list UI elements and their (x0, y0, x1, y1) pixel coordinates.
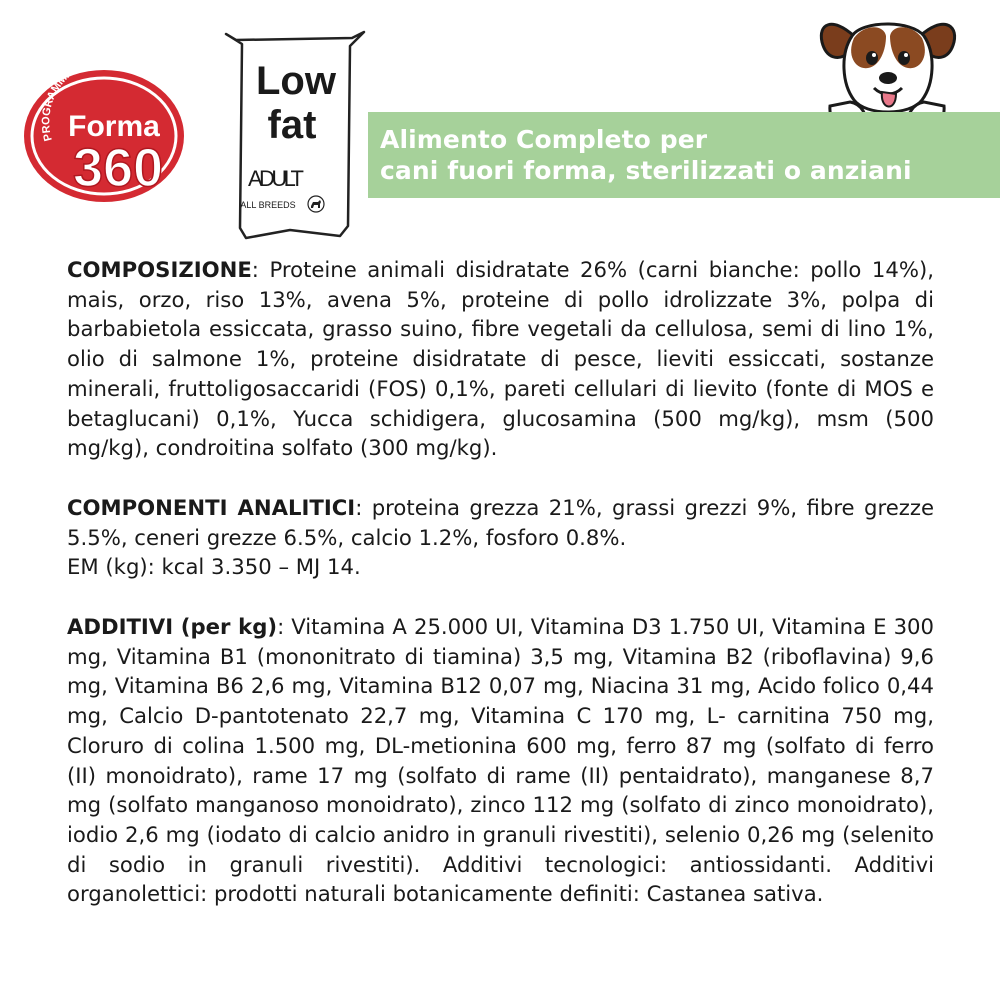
energy-line: EM (kg): kcal 3.350 – MJ 14. (67, 554, 361, 580)
tag-allbreeds-text: ALL BREEDS (240, 200, 296, 210)
banner-text (380, 124, 912, 186)
low-fat-tag (224, 28, 366, 242)
banner-line-2: cani fuori forma, sterilizzati o anziani (380, 156, 912, 185)
composizione-paragraph (67, 255, 934, 463)
tag-low-text: Low (256, 59, 336, 103)
additivi-text: : Vitamina A 25.000 UI, Vitamina D3 1.750 UI, Vitamina E 300 mg, Vitamina B1 (mononitrato di tiamina) 3,5 mg, Vitamina B2 (riboflavina) 9,6 mg, Vitamina B6 2,6 mg, Vitamina B12 0,07 mg, Niacina 31 mg, Acido folico 0,44 mg, Calcio D-pantotenato 22,7 mg, Vitamina C 170 mg, L- carnitina 750 mg, Cloruro di colina 1.500 mg, DL-metionina 600 mg, ferro 87 mg (solfato di ferro (II) monoidrato), rame 17 mg (solfato di rame (II) pentaidrato), manganese 8,7 mg (solfato manganoso monoidrato), zinco 112 mg (solfato di zinco monoidrato), iodio 2,6 mg (iodato di calcio anidro in granuli rivestiti), selenio 0,26 mg (selenito di sodio in granuli rivestiti). Additivi tecnologici: antiossidanti. Additivi organolettici: prodotti naturali botanicamente definiti: Castanea sativa. (67, 614, 935, 907)
product-banner (368, 112, 1000, 198)
componenti-text: : proteina grezza 21%, grassi grezzi 9%, fibre grezze 5.5%, ceneri grezze 6.5%, calcio 1.2%, fosforo 0.8%. (67, 494, 935, 550)
logo-arc-text: PROGRAMMA BENESSERE (40, 52, 145, 143)
componenti-paragraph (67, 493, 934, 582)
additivi-paragraph (67, 612, 934, 909)
composizione-heading: COMPOSIZIONE (67, 257, 252, 282)
forma-360-logo (18, 44, 196, 204)
composizione-text: : Proteine animali disidratate 26% (carni bianche: pollo 14%), mais, orzo, riso 13%, avena 5%, proteine di pollo idrolizzate 3%, polpa di barbabietola essiccata, grasso suino, fibre vegetali da cellulosa, semi di lino 1%, olio di salmone 1%, proteine disidratate di pesce, lieviti essiccati, sostanze minerali, fruttoligosaccaridi (FOS) 0,1%, pareti cellulari di lievito (fonte di MOS e betaglucani) 0,1%, Yucca schidigera, glucosamina (500 mg/kg), msm (500 mg/kg), condroitina solfato (300 mg/kg). (67, 257, 934, 461)
logo-360-text: 360 (72, 138, 164, 198)
logo-forma-text: Forma (68, 110, 160, 143)
ingredients-content (67, 255, 934, 909)
tag-adult-text: ADULT (248, 166, 304, 191)
banner-line-1: Alimento Completo per (380, 125, 708, 154)
componenti-heading: COMPONENTI ANALITICI (67, 494, 356, 520)
additivi-heading: ADDITIVI (per kg) (67, 614, 278, 640)
tag-fat-text: fat (267, 103, 317, 147)
